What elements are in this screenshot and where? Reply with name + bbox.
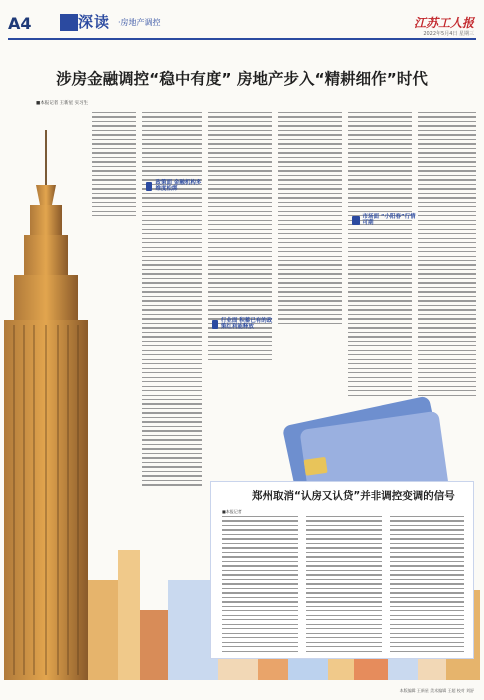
page-header (0, 0, 484, 40)
byline: ■本报记者 王新星 实习生 (36, 101, 89, 106)
sidebar-story-title: 郑州取消“认房又认贷”并非调控变调的信号 (252, 490, 455, 502)
sidebar-story-column-1 (222, 516, 298, 652)
tower-illustration (4, 130, 88, 680)
subhead-market: 市场面 “小阳春”行情可期 (352, 214, 416, 226)
masthead-logo: 江苏工人报 (413, 16, 474, 30)
article-column-2 (142, 112, 202, 486)
subhead-icon (212, 320, 218, 329)
issue-date: 2022年5月4日 星期三 (423, 31, 474, 37)
sidebar-story-column-3 (390, 516, 464, 652)
subhead-industry: 行业面 积蓄已有的政策红利能释放 (212, 318, 276, 330)
section-tag (60, 14, 112, 31)
footer-credits: 本版编辑 王新星 美术编辑 王超 校对 刘舒 (399, 688, 474, 693)
sidebar-story-column-2 (306, 516, 382, 652)
article-column-4 (278, 112, 342, 324)
subhead-policy: 政策面 金融机构多维度松绑 (146, 180, 204, 192)
header-rule (8, 38, 476, 40)
article-column-6 (418, 112, 476, 396)
section-name: 深读 (78, 13, 111, 31)
headline: 涉房金融调控“稳中有度” 房地产步入“精耕细作”时代 (56, 70, 428, 88)
section-subtitle: ·房地产调控 (118, 18, 161, 27)
page-number: A4 (8, 14, 32, 33)
sidebar-story-byline: ■本报记者 (222, 509, 242, 514)
article-column-1 (92, 112, 136, 216)
subhead-icon (352, 216, 360, 225)
subhead-icon (146, 182, 152, 191)
article-column-5 (348, 112, 412, 396)
page-footer (0, 678, 484, 700)
